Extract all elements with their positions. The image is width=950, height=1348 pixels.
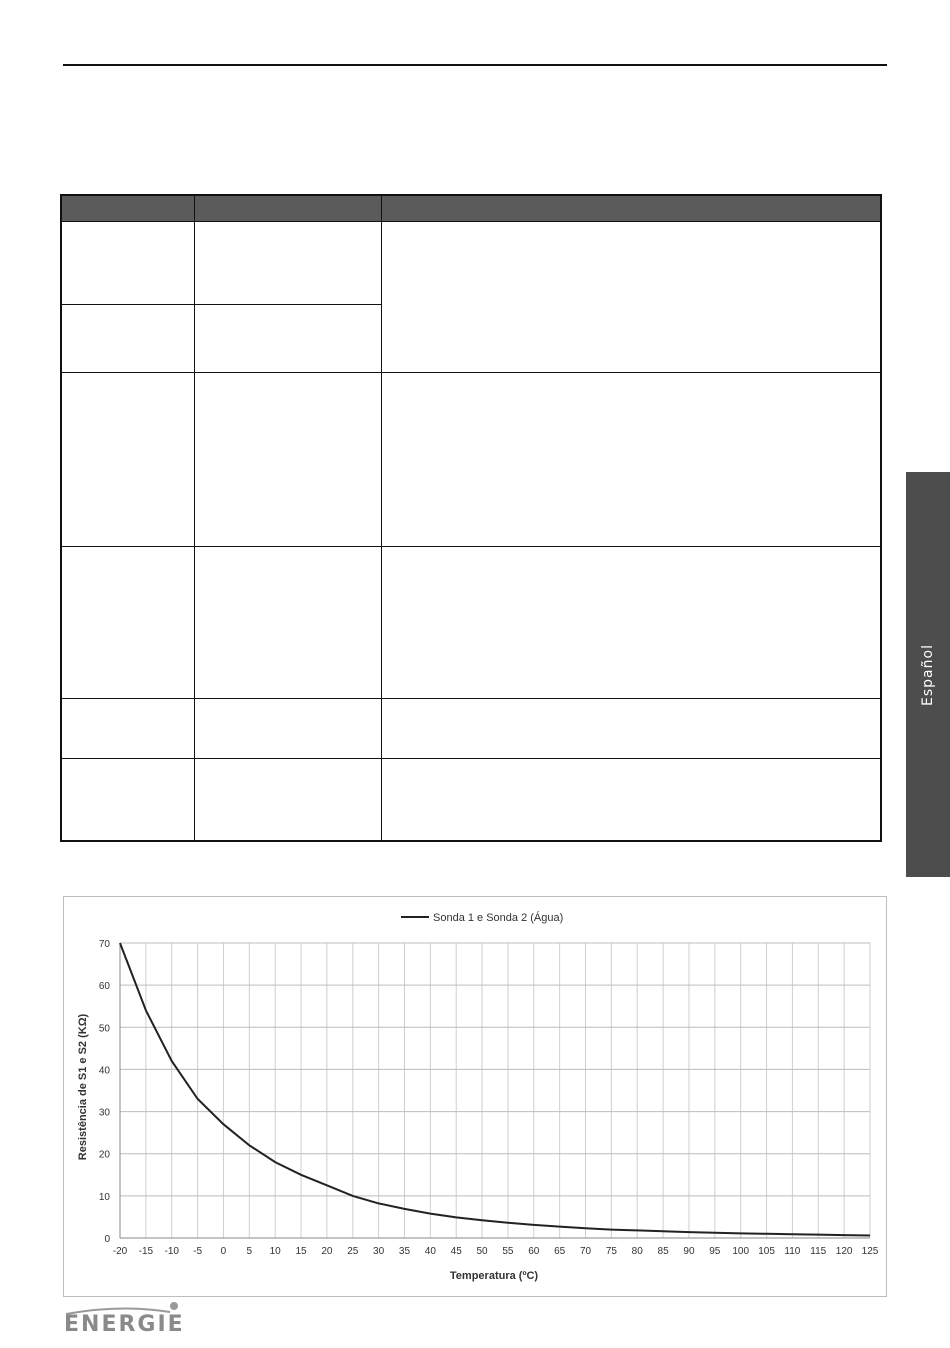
spec-table <box>60 194 882 842</box>
x-tick-label: 30 <box>373 1246 385 1257</box>
brand-logo <box>60 1300 210 1340</box>
resistance-chart <box>63 896 887 1297</box>
x-tick-label: 120 <box>835 1246 853 1257</box>
column-divider <box>194 196 195 840</box>
x-tick-label: 95 <box>709 1246 721 1257</box>
y-tick-label: 70 <box>98 939 110 950</box>
brand-name: ENERGIE <box>64 1312 185 1337</box>
row-divider <box>62 758 880 759</box>
language-tab[interactable] <box>906 472 950 877</box>
x-tick-label: -15 <box>138 1246 154 1257</box>
x-tick-label: 70 <box>579 1246 592 1257</box>
table-header-row <box>62 196 880 221</box>
x-tick-label: 110 <box>784 1246 801 1257</box>
x-tick-label: 85 <box>657 1246 669 1257</box>
series-line <box>120 943 870 1236</box>
x-tick-label: 90 <box>683 1246 695 1257</box>
column-divider <box>381 196 382 840</box>
x-tick-label: 0 <box>220 1246 227 1257</box>
y-tick-label: 60 <box>98 981 110 993</box>
x-tick-label: 20 <box>321 1246 333 1257</box>
top-rule <box>63 64 887 66</box>
row-divider <box>62 221 880 222</box>
x-axis-title: Temperatura (ºC) <box>449 1270 539 1282</box>
row-divider <box>62 546 880 547</box>
y-tick-label: 30 <box>98 1107 110 1119</box>
x-tick-label: 100 <box>732 1246 750 1257</box>
x-tick-label: 45 <box>450 1246 462 1257</box>
y-tick-label: 10 <box>98 1191 110 1203</box>
x-tick-label: 15 <box>295 1246 307 1257</box>
x-tick-label: -10 <box>164 1246 179 1257</box>
x-tick-label: 115 <box>810 1246 827 1257</box>
y-tick-label: 0 <box>104 1234 110 1245</box>
x-tick-label: 60 <box>528 1246 540 1257</box>
x-tick-label: -20 <box>112 1246 128 1257</box>
y-tick-label: 50 <box>98 1023 110 1035</box>
legend-label: Sonda 1 e Sonda 2 (Água) <box>433 912 564 924</box>
language-tab-label: Español <box>920 643 936 706</box>
chart-svg <box>64 897 888 1298</box>
x-tick-label: 50 <box>476 1246 488 1257</box>
x-tick-label: 40 <box>424 1246 436 1257</box>
y-tick-label: 40 <box>98 1065 110 1077</box>
x-tick-label: 75 <box>605 1246 617 1257</box>
x-tick-label: 105 <box>758 1246 775 1257</box>
x-tick-label: -5 <box>193 1246 203 1257</box>
x-tick-label: 10 <box>269 1246 281 1257</box>
y-tick-label: 20 <box>98 1149 110 1161</box>
y-axis-title: Resistência de S1 e S2 (KΩ) <box>77 1013 89 1161</box>
x-tick-label: 55 <box>502 1246 514 1257</box>
row-divider <box>62 698 880 699</box>
row-divider <box>62 372 880 373</box>
x-tick-label: 125 <box>861 1246 879 1257</box>
x-tick-label: 25 <box>347 1246 359 1257</box>
x-tick-label: 80 <box>631 1246 643 1257</box>
x-tick-label: 5 <box>246 1246 253 1257</box>
x-tick-label: 65 <box>554 1246 566 1257</box>
row-divider <box>62 304 382 305</box>
x-tick-label: 35 <box>398 1246 411 1257</box>
